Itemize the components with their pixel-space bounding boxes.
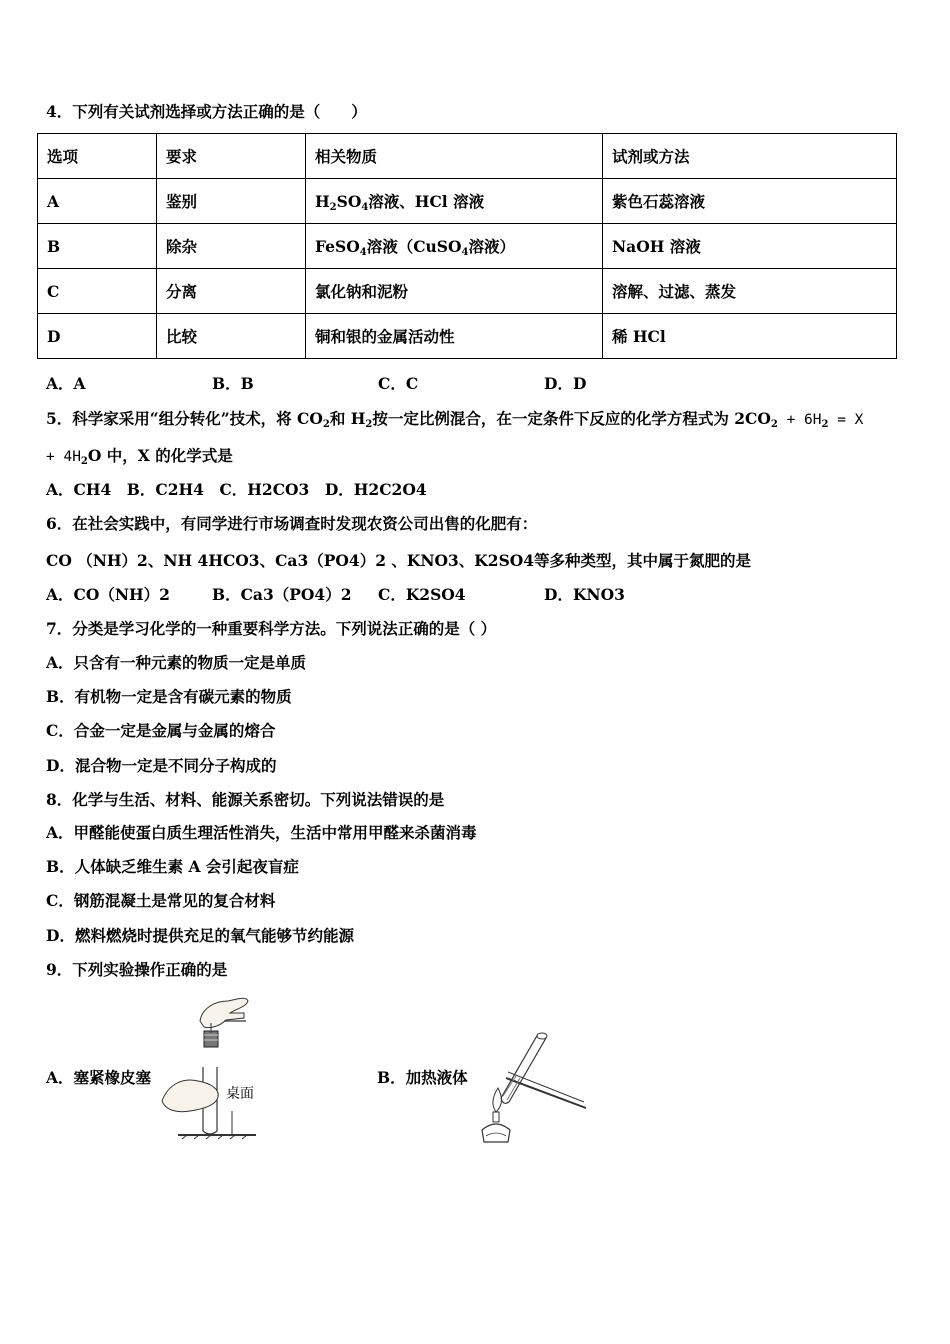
table-row [38, 269, 897, 314]
q8-option-d[interactable]: D．燃料燃烧时提供充足的氧气能够节约能源 [46, 926, 354, 945]
q7-option-d[interactable]: D．混合物一定是不同分子构成的 [46, 756, 277, 775]
table-label: 桌面 [226, 1086, 254, 1102]
table-cell-method: 溶解、过滤、蒸发 [603, 269, 897, 314]
choice-d[interactable]: D．KNO3 [544, 585, 625, 604]
q6-stem-line2: CO （NH）2、NH 4HCO3、Ca3（PO4）2 、KNO3、K2SO4等多种类型，其中属于氮肥的是 [46, 551, 752, 570]
q7-stem: 7．分类是学习化学的一种重要科学方法。下列说法正确的是（ ） [46, 619, 497, 638]
choice-b[interactable]: B．Ca3（PO4）2 [212, 585, 352, 604]
q6-stem: 6．在社会实践中，有同学进行市场调查时发现农资公司出售的化肥有： [46, 514, 538, 533]
choice-c[interactable]: C．K2SO4 [378, 585, 466, 604]
table-cell-requirement: 鉴别 [157, 179, 306, 224]
table-header-cell: 相关物质 [306, 134, 603, 179]
q9-option-a[interactable]: A．塞紧橡皮塞 [46, 1068, 152, 1087]
table-cell-requirement: 分离 [157, 269, 306, 314]
q7-option-b[interactable]: B．有机物一定是含有碳元素的物质 [46, 687, 292, 706]
q8-option-b[interactable]: B．人体缺乏维生素 A 会引起夜盲症 [46, 857, 299, 876]
q7-option-a[interactable]: A．只含有一种元素的物质一定是单质 [46, 653, 307, 672]
table-cell-method: 稀 HCl [603, 314, 897, 359]
table-cell-option: C [38, 269, 157, 314]
q4-stem: 4．下列有关试剂选择或方法正确的是（ ） [46, 102, 367, 121]
q4-choices [46, 374, 586, 394]
table-row [38, 224, 897, 269]
table-cell-method: 紫色石蕊溶液 [603, 179, 897, 224]
table-cell-option: B [38, 224, 157, 269]
table-cell-method: NaOH 溶液 [603, 224, 897, 269]
q8-option-a[interactable]: A．甲醛能使蛋白质生理活性消失，生活中常用甲醛来杀菌消毒 [46, 823, 477, 842]
choice-d[interactable]: D．D [544, 374, 587, 393]
table-cell-substance: FeSO$_4$溶液（CuSO$_4$溶液） [306, 224, 603, 269]
table-cell-option: A [38, 179, 157, 224]
table-header-cell: 要求 [157, 134, 306, 179]
stopper-insertion-illustration [160, 993, 265, 1145]
table-cell-substance: 铜和银的金属活动性 [306, 314, 603, 359]
table-cell-substance: $H_2SO_4$溶液、HCl 溶液 [306, 179, 603, 224]
table-header-row [38, 134, 897, 179]
q8-option-c[interactable]: C．钢筋混凝土是常见的复合材料 [46, 891, 276, 910]
table-cell-requirement: 比较 [157, 314, 306, 359]
table-header-cell: 试剂或方法 [603, 134, 897, 179]
q9-option-b[interactable]: B．加热液体 [377, 1068, 468, 1087]
table-cell-option: D [38, 314, 157, 359]
q5-stem-line1: 5．科学家采用“组分转化”技术，将 $CO_2$和 $H_2$按一定比例混合，在一定条件下反应的化学方程式为 $2CO_2 + 6H_2 = X$ [46, 409, 864, 430]
table-cell-requirement: 除杂 [157, 224, 306, 269]
table-cell-substance: 氯化钠和泥粉 [306, 269, 603, 314]
choice-a[interactable]: A．CO（NH）2 [46, 585, 170, 604]
q6-choices [46, 585, 625, 605]
table-row [38, 179, 897, 224]
choice-a[interactable]: A．A [46, 374, 86, 393]
q4-table [37, 133, 897, 359]
q8-stem: 8．化学与生活、材料、能源关系密切。下列说法错误的是 [46, 790, 445, 809]
q7-option-c[interactable]: C．合金一定是金属与金属的熔合 [46, 721, 276, 740]
q5-stem-line2: + $4H_2O$ 中，X 的化学式是 [46, 446, 233, 467]
table-header-cell: 选项 [38, 134, 157, 179]
q9-stem: 9．下列实验操作正确的是 [46, 960, 228, 979]
heating-liquid-illustration [476, 1030, 594, 1145]
q5-choices[interactable]: A．CH4 B．C2H4 C．H2CO3 D．H2C2O4 [46, 480, 427, 499]
choice-b[interactable]: B．B [212, 374, 254, 393]
choice-c[interactable]: C．C [378, 374, 419, 393]
table-row [38, 314, 897, 359]
